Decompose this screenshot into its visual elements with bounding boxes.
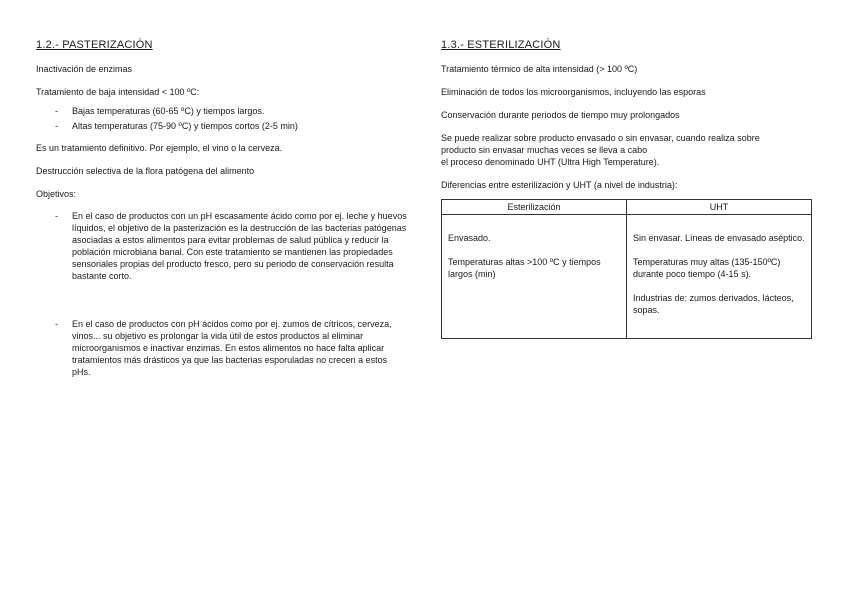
table-header-uht: UHT <box>627 200 812 215</box>
differences-text: Diferencias entre esterilización y UHT (a nivel de industria): <box>441 180 678 190</box>
selective-destruction-text: Destrucción selectiva de la flora patógena del alimento <box>36 166 255 176</box>
temperature-list <box>36 105 408 132</box>
long-conservation-text: Conservación durante periodos de tiempo muy prolongados <box>441 110 680 120</box>
packaging-text: Se puede realizar sobre producto envasado o sin envasar, cuando realiza sobre producto sin envasar muchas veces se lleva a cabo el proceso denominado UHT (Ultra High Temperature). <box>441 133 760 167</box>
table-cell-uht: Sin envasar. Líneas de envasado aséptico. Temperaturas muy altas (135-150ºC) durante poco tiempo (4-15 s). Industrias de: zumos derivados, lácteos, sopas. <box>627 215 812 339</box>
list-item: - En el caso de productos con un pH escasamente ácido como por ej. leche y huevos líquidos, el objetivo de la pasterización es la destrucción de las bacterias patógenas asociadas a estos alimentos para evitar problemas de salud pública y reducir la población microbiana banal. Con este tratamiento se mantienen las propiedades sensoriales propias del producto fresco, pero su periodo de conservación resulta bastante corto. <box>36 210 408 282</box>
objectives-list <box>36 210 408 378</box>
table-cell-sterilization: Envasado. Temperaturas altas >100 ºC y tiempos largos (min) <box>442 215 627 339</box>
table-row <box>442 215 812 339</box>
sterilization-section <box>441 38 813 339</box>
table-header-sterilization: Esterilización <box>442 200 627 215</box>
objectives-label: Objetivos: <box>36 189 77 199</box>
low-intensity-text: Tratamiento de baja intensidad < 100 ºC: <box>36 87 200 97</box>
spore-elimination-text: Eliminación de todos los microorganismos, incluyendo las esporas <box>441 87 706 97</box>
list-item: - En el caso de productos con pH ácidos como por ej. zumos de cítricos, cerveza, vinos... su objetivo es prolongar la vida útil de estos productos al eliminar microorganismos e inactivar enzimas. En estos alimentos no hace falta aplicar tratamientos más drásticos ya que las bacterias esporuladas no crecen a estos pHs. <box>36 318 408 378</box>
enzyme-inactivation-text: Inactivación de enzimas <box>36 64 133 74</box>
list-item: - Altas temperaturas (75-90 ºC) y tiempos cortos (2-5 min) <box>36 120 408 132</box>
definitive-treatment-text: Es un tratamiento definitivo. Por ejemplo, el vino o la cerveza. <box>36 143 283 153</box>
pasteurization-heading: 1.2.- PASTERIZACIÓN <box>36 39 153 51</box>
sterilization-heading: 1.3.- ESTERILIZACIÓN <box>441 39 561 51</box>
table-header-row <box>442 200 812 215</box>
pasteurization-section <box>36 38 408 414</box>
comparison-table <box>441 199 812 339</box>
high-intensity-text: Tratamiento térmico de alta intensidad (> 100 ºC) <box>441 64 638 74</box>
list-item: - Bajas temperaturas (60-65 ºC) y tiempos largos. <box>36 105 408 117</box>
